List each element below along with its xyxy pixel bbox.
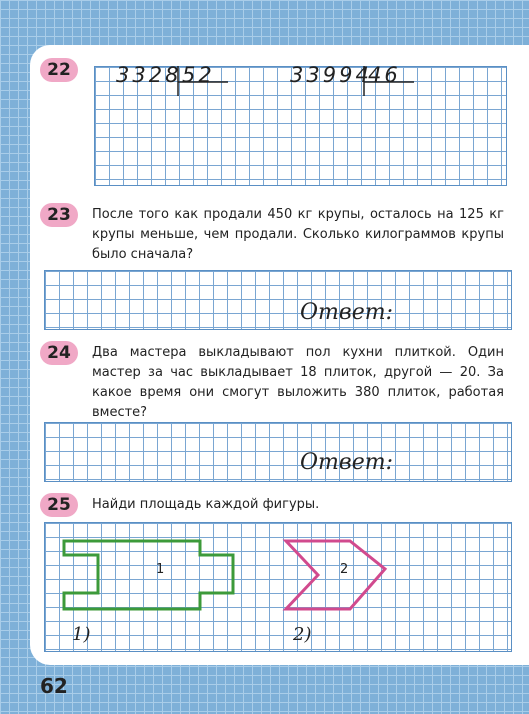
task-number-badge: 22 xyxy=(40,58,78,82)
answer-label: Ответ: xyxy=(300,450,393,475)
figure-label: 1) xyxy=(72,624,91,645)
answer-label: Ответ: xyxy=(300,300,393,325)
task-number-badge: 23 xyxy=(40,203,78,227)
task-text: После того как продали 450 кг крупы, осталось на 125 кг крупы меньше, чем продали. Сколько килограммов крупы было сначала? xyxy=(92,207,504,262)
page-number: 62 xyxy=(40,674,68,698)
task-text: Два мастера выкладывают пол кухни плиткой. Один мастер за час выкладывает 18 плиток, другой — 20. За какое время они смогут выложить 380 плиток, работая вместе? xyxy=(92,345,504,420)
task-text: Найди площадь каждой фигуры. xyxy=(92,497,320,512)
task-number-badge: 25 xyxy=(40,493,78,517)
handwritten-dividend: 3328 xyxy=(116,63,182,87)
task-number-badge: 24 xyxy=(40,341,78,365)
figure-2 xyxy=(286,541,385,609)
handwritten-dividend: 33994 xyxy=(290,63,372,87)
handwritten-divisor: 46 xyxy=(368,63,401,87)
figure-label: 2) xyxy=(293,624,312,645)
handwritten-divisor: 52 xyxy=(182,63,215,87)
figure-number: 1 xyxy=(156,562,165,577)
figure-number: 2 xyxy=(340,562,349,577)
figure-1 xyxy=(64,541,233,609)
